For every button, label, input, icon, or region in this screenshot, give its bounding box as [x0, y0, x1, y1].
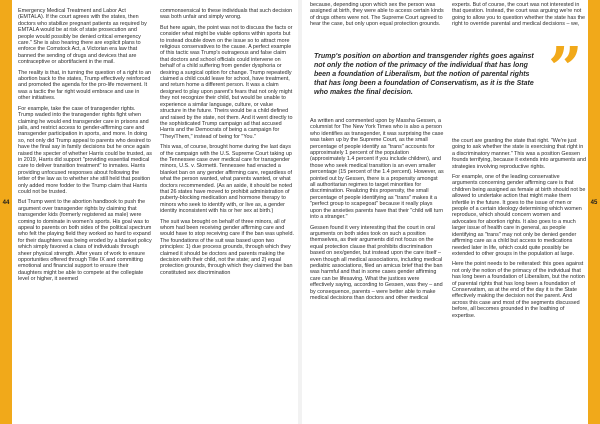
paragraph: The suit was brought on behalf of three minors, all of whom had been receiving gender affirming care and would have to stop receiving care if the ban was upheld. The foundations of the suit was based upon two principles: 1) due process grounds, through which they claimed it should be doctors and parents making the decision with their child, not the state; and 2) equal protection grounds, through which they claimed the ban constituted sex discrimination: [160, 218, 294, 276]
paragraph: Gessen found it very interesting that the court in oral arguments on both sides took on such a position themselves, as their arguments did not focus on the equal protection clause that prohibits discrimination based on sex/gender, but instead upon the care itself – even though all medical associations, including medical pediatric associations, filed an amicus brief that the ban was harmful and that in some cases gender affirming care can be lifesaving. What the justices were effectively saying, according to Gessen, was they – and by consequence, parents – were better able to make medical decisions than doctors and other medical: [310, 224, 443, 301]
paragraph: For example, one of the leading conservative arguments concerning gender affirming care is that children being assigned as female at birth should not be allowed to undertake action that might make them infertile in the future. It goes to the issue of men or people of a certain ideology determining which women reproduce, which should concern women and advocates for abortion rights. It also goes to a much larger issue of health care in general, as people identifying as "trans" may not only be denied gender affirming care as a child but access to medications needed later in life, which could quite possibly be extended to other groups in the population at large.: [452, 174, 586, 257]
paragraph: As written and commented upon by Massha Gessen, a columnist for The New York Times who is also a person who identifies as transgender, it was surprising the case was taken up by the Supreme Court, as the small percentage of people identify as "trans" accounts for approximately 1 percent of the population (approximately 1.4 percent if you include children), and those who seek medical transition is an even smaller percentage (15 percent of the 1.4 percent). However, as pointed out by Gessen, there is a propensity amongst all authoritarian regimes to target minorities for discrimination. Realizing this propensity, the small percentage of people identifying as "trans" makes it a "perfect group to scapegoat" because it really plays upon the anxieties parents have that their "child will turn into a stranger.": [310, 118, 444, 221]
left-column-1: [18, 8, 152, 287]
paragraph: commonsensical to these individuals that such decision was both unfair and simply wrong.: [160, 8, 293, 21]
paragraph: experts. But of course, the court was not interested in that question. Instead, the court was arguing we're not going to allow you to question whether the state has the right to override parental and medical decisions – we,: [452, 2, 586, 28]
left-page: [0, 0, 298, 424]
left-accent-tab: [0, 0, 12, 424]
left-page-number: 44: [2, 200, 10, 206]
paragraph: But Trump went to the abortion handbook to push the argument over transgender rights by claiming that transgender kids (formerly registered as male) were coming to dominate in women's sports. His goal was to appeal to parents on both sides of the political spectrum who felt the playing field they worked so hard to expand for their daughters was being eroded by a blanket policy which simply favored a class of individuals through sheer physical strength. After years of work to ensure opportunities offered through Title IX and committing emotional and financial support to ensure their daughters might be able to compete at the collegiate level or higher, it seemed: [18, 199, 152, 283]
right-column-2: [452, 138, 586, 323]
paragraph: But here again, the point was not to discuss the facts or consider what might be viable options within sports but to instead double down on the issue so to attract more religious conservatives to the cause. A perfect example of this tactic was Trump's outrageous and false claim that doctors and school officials could intervene on behalf of a child suffering from gender dysphoria or desiring a surgical option for change. Trump repeatedly claimed a child could leave for school, have treatment, and return home a different person. It was a claim designed to play upon parent's fears that not only might they not recognize their child, but would be unable to experience a similar language, culture, or value structure in the future. Theirs would be a child defined and raised by the state, not them. And it went directly to the sophisticated Trump campaign ad that accused Harris and the Democrats of being a campaign for "They/Them," instead of being for "You.": [160, 24, 293, 140]
right-page: [302, 0, 600, 424]
paragraph: The reality is that, in turning the question of a right to an abortion back to the states, Trump effectively reinforced and promoted the agenda for the pro-life movement. It was a tactic the far right would embrace and use in other initiatives.: [18, 69, 152, 102]
paragraph: because, depending upon which sex the person was assigned at birth, they were able to access certain kinds of drugs others were not. The Supreme Court agreed to hear the case, but only upon equal protection grounds.: [310, 2, 444, 28]
right-top-column-1: [310, 2, 444, 32]
right-page-number: 45: [590, 200, 598, 206]
paragraph: Emergency Medical Treatment and Labor Act (EMTALA). If the court agrees with the states, then doctors who stabilize pregnant patients as required by EMTALA would be at risk of state prosecution and people would possibly be denied critical emergency care." She is also hearing there are explicit plans to enforce the Comstock Act, a Victorian era law that banned the sending of drugs and devices that are contraceptive or abortifacient in the mail.: [18, 8, 147, 66]
left-column-2: [160, 8, 294, 280]
right-top-column-2: [452, 2, 586, 32]
right-accent-tab: [588, 0, 600, 424]
paragraph: the court are granting the state that right. "We're just going to ask whether the state is exercising that right in a discriminatory manner." This was a position Gessen founds terrifying, because it extends into arguments and strategies involving reproductive rights.: [452, 138, 586, 170]
paragraph: For example, take the case of transgender rights. Trump waded into the transgender rights fight when claiming he would end transgender care in prisons and jails, and restrict access to gender-affirming care and transgender participation in sports, and more. In doing so, not only did Trump appeal to parents who desired to have the final say in family decisions but he once again raised the specter of whether Harris could be trusted, as in 2019, Harris did support "providing essential medical care to deliver transition treatment" to inmates. Harris providing unfocused responses about following the letter of the law as to whether she still held that position only added more fodder to the Trump claim that Harris could not be trusted.: [18, 105, 152, 195]
right-column-1: [310, 118, 444, 305]
paragraph: This was, of course, brought home during the last days of the campaign with the U.S. Supreme Court taking up the Tennessee case over medical care for transgender minors, U.S. v. Skrmetti. Tennessee had enacted a blanket ban on any gender affirming care, regardless of what the person wanted, what parents wanted, or what doctors recommended. (As an aside, it should be noted that 26 states have moved to prohibit administration of puberty-blocking medication and hormone therapy to minors who seek to identify with, or live as, a gender identity inconsistent with his or her sex at birth.): [160, 144, 293, 215]
paragraph: Here the point needs to be reiterated: this goes against not only the notion of the primacy of the individual that has long been a foundation of Liberalism, but the notion of parental rights that has long been a foundation of Conservatism, as at the end of the day it is the State effectively making the decision not the parent. And across this case and most of the segments discussed before, all becomes grounded in the loathing of expertise.: [452, 261, 585, 319]
pull-quote: Trump's position on abortion and transgender rights goes against not only the notion of the primacy of the individual that has long been a foundation of Liberalism, but the notion of parental rights that has long been a foundation of Conservatism, as it is the State who makes the final decision.: [314, 53, 534, 96]
quote-marks-icon: ”: [548, 35, 583, 105]
